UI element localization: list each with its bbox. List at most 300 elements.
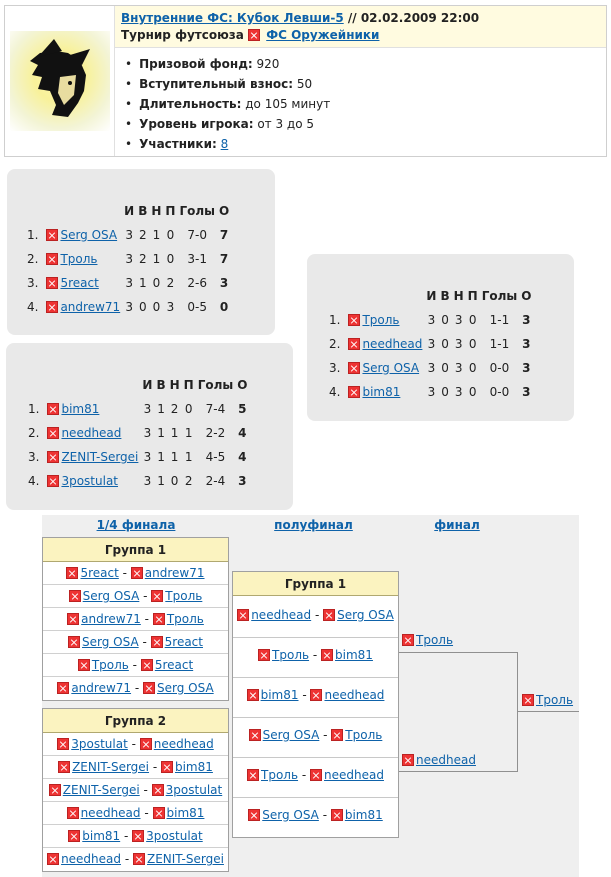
flag-icon <box>522 694 534 706</box>
playoff-bracket <box>42 515 579 877</box>
team-link[interactable]: 5react <box>164 635 203 649</box>
standings-row <box>25 271 231 295</box>
flag-icon <box>46 301 58 313</box>
team-link[interactable]: Serg OSA <box>337 608 394 622</box>
match-row: andrew71 - Троль <box>43 608 228 631</box>
team-link[interactable]: needhead <box>153 737 214 751</box>
position: 4. <box>28 474 40 488</box>
flag-icon <box>248 809 260 821</box>
draws: 1 <box>170 426 179 440</box>
column-header: Голы <box>179 204 215 218</box>
team-cell <box>44 271 122 295</box>
standings-header-row <box>327 284 533 308</box>
column-header: Н <box>151 204 162 218</box>
points: 4 <box>238 426 247 440</box>
match-divider <box>233 637 398 638</box>
flag-icon <box>46 253 58 265</box>
flag-icon <box>143 682 155 694</box>
team-link[interactable]: andrew71 <box>60 300 121 314</box>
position: 4. <box>329 385 341 399</box>
team-link[interactable]: needhead <box>80 806 141 820</box>
wins: 2 <box>138 228 147 242</box>
match-divider <box>233 717 398 718</box>
points: 0 <box>219 300 229 314</box>
draws: 1 <box>170 450 179 464</box>
games: 3 <box>125 300 134 314</box>
points: 3 <box>219 276 229 290</box>
points: 3 <box>238 474 247 488</box>
flag-icon <box>151 590 163 602</box>
team-link[interactable]: Троль <box>165 589 203 603</box>
flag-icon <box>152 784 164 796</box>
title-line <box>115 6 606 48</box>
games: 3 <box>427 313 436 327</box>
column-header: П <box>165 204 176 218</box>
team-link[interactable]: bim81 <box>335 648 373 662</box>
team-link[interactable]: 3postulat <box>71 737 128 751</box>
team-link[interactable]: Троль <box>345 728 383 742</box>
flag-icon <box>78 659 90 671</box>
draws: 0 <box>152 300 161 314</box>
tournament-details <box>115 48 606 154</box>
team-link[interactable]: Serg OSA <box>157 681 214 695</box>
team-cell <box>346 332 424 356</box>
flag-icon <box>66 567 78 579</box>
position: 1. <box>27 228 39 242</box>
flag-icon <box>151 636 163 648</box>
team-link[interactable]: Serg OSA <box>262 808 319 822</box>
team-link[interactable]: needhead <box>416 753 476 767</box>
flag-icon <box>140 738 152 750</box>
team-link[interactable]: 5react <box>60 276 99 290</box>
column-header: Н <box>453 289 464 303</box>
column-header: Голы <box>481 289 518 303</box>
wins: 1 <box>157 426 165 440</box>
bracket-line <box>399 771 518 772</box>
semifinal-match: needhead - Serg OSA <box>233 608 398 622</box>
team-link[interactable]: 5react <box>154 658 194 672</box>
column-header: В <box>138 204 148 218</box>
match-row: bim81 - 3postulat <box>43 825 228 848</box>
flag-icon <box>49 784 61 796</box>
points: 3 <box>522 313 531 327</box>
team-link[interactable]: Троль <box>166 612 204 626</box>
semifinal-match: bim81 - needhead <box>233 688 398 702</box>
detail-duration: • Длительность: до 105 минут <box>125 94 606 114</box>
flag-icon <box>133 853 145 865</box>
wins: 0 <box>441 337 449 351</box>
semifinal-match: Троль - needhead <box>233 768 398 782</box>
goals: 7-0 <box>187 228 208 242</box>
flag-icon <box>46 229 58 241</box>
team-link[interactable]: bim81 <box>82 829 121 843</box>
match-row: ZENIT-Sergei - bim81 <box>43 756 228 779</box>
draws: 3 <box>454 385 463 399</box>
games: 3 <box>427 361 436 375</box>
semifinal-group-title: Группа 1 <box>233 572 398 596</box>
column-header: В <box>440 289 450 303</box>
flag-icon <box>68 636 80 648</box>
games: 3 <box>143 426 152 440</box>
points: 3 <box>522 385 531 399</box>
standings-row <box>26 445 249 469</box>
tournament-datetime: // 02.02.2009 22:00 <box>343 11 480 25</box>
tournament-title-link[interactable]: Внутренние ФС: Кубок Левши-5 <box>121 11 344 25</box>
flag-icon <box>46 277 58 289</box>
points: 7 <box>219 252 229 266</box>
match-row: 3postulat - needhead <box>43 733 228 756</box>
detail-prize: • Призовой фонд: 920 <box>125 54 606 74</box>
standings-row <box>25 223 231 247</box>
team-cell <box>44 223 122 247</box>
team-link[interactable]: Троль <box>91 658 129 672</box>
bracket-line <box>399 652 518 653</box>
team-link[interactable]: andrew71 <box>81 612 141 626</box>
team-link[interactable]: Serg OSA <box>362 361 420 375</box>
games: 3 <box>125 228 134 242</box>
draws: 1 <box>152 252 161 266</box>
column-header: О <box>219 204 230 218</box>
draws: 0 <box>170 474 179 488</box>
flag-icon <box>47 403 59 415</box>
wins: 0 <box>441 313 449 327</box>
games: 3 <box>125 252 134 266</box>
flag-icon <box>47 427 59 439</box>
team-link[interactable]: needhead <box>61 426 122 440</box>
points: 3 <box>522 361 531 375</box>
standings-table <box>327 284 533 404</box>
standings-row <box>327 308 533 332</box>
column-header: О <box>521 289 532 303</box>
detail-level: • Уровень игрока: от 3 до 5 <box>125 114 606 134</box>
wins: 0 <box>138 300 147 314</box>
tournament-header <box>4 5 607 157</box>
team-link[interactable]: Троль <box>416 633 454 647</box>
column-header: О <box>237 378 248 392</box>
semifinal-match: Троль - bim81 <box>233 648 398 662</box>
column-header-empty <box>26 373 45 397</box>
column-header: В <box>156 378 166 392</box>
flag-icon <box>348 362 360 374</box>
match-row: ZENIT-Sergei - 3postulat <box>43 779 228 802</box>
flag-icon <box>141 659 153 671</box>
wins: 1 <box>138 276 147 290</box>
draws: 3 <box>454 313 463 327</box>
column-header-empty <box>44 199 122 223</box>
flag-icon <box>321 649 333 661</box>
team-cell <box>45 397 140 421</box>
standings-table <box>25 199 231 319</box>
draws: 0 <box>152 276 161 290</box>
losses: 3 <box>166 300 175 314</box>
flag-icon <box>69 590 81 602</box>
draws: 3 <box>454 337 463 351</box>
column-header-empty <box>346 284 424 308</box>
column-header: И <box>426 289 437 303</box>
team-link[interactable]: needhead <box>61 852 122 866</box>
match-row: needhead - bim81 <box>43 802 228 825</box>
points: 4 <box>238 450 247 464</box>
column-header: И <box>142 378 153 392</box>
column-header: Н <box>169 378 180 392</box>
team-link[interactable]: needhead <box>324 768 384 782</box>
team-link[interactable]: Троль <box>362 313 400 327</box>
flag-icon <box>402 754 414 766</box>
warrior-head-icon <box>10 31 110 131</box>
team-link[interactable]: needhead <box>324 688 385 702</box>
flag-icon <box>402 634 414 646</box>
tournament-logo <box>10 31 110 131</box>
match-divider <box>233 757 398 758</box>
standings-row <box>327 356 533 380</box>
flag-icon <box>258 649 270 661</box>
team-link[interactable]: Троль <box>536 693 574 707</box>
standings-header-row <box>26 373 249 397</box>
tournament-info <box>115 6 606 156</box>
wins: 0 <box>441 361 449 375</box>
quarter-group-1 <box>42 537 229 701</box>
flag-icon <box>249 729 261 741</box>
team-link[interactable]: Serg OSA <box>82 589 140 603</box>
column-header-empty <box>327 284 346 308</box>
team-link[interactable]: Serg OSA <box>82 635 139 649</box>
flag-icon <box>47 475 59 487</box>
team-link[interactable]: ZENIT-Sergei <box>62 783 140 797</box>
team-link[interactable]: 3postulat <box>61 474 119 488</box>
flag-icon <box>57 738 69 750</box>
goals: 0-5 <box>187 300 208 314</box>
group-table-3 <box>6 343 293 510</box>
team-cell <box>44 295 122 319</box>
team-cell <box>45 469 140 493</box>
flag-icon <box>47 853 59 865</box>
goals: 2-2 <box>205 426 226 440</box>
losses: 2 <box>184 474 193 488</box>
goals: 7-4 <box>205 402 226 416</box>
semifinal-group <box>232 571 399 838</box>
detail-fee: • Вступительный взнос: 50 <box>125 74 606 94</box>
standings-row <box>327 380 533 404</box>
team-cell <box>45 421 140 445</box>
flag-icon <box>67 613 79 625</box>
final-team-bottom <box>402 753 476 767</box>
team-link[interactable]: bim81 <box>174 760 213 774</box>
flag-icon <box>310 689 322 701</box>
match-row: Троль - 5react <box>43 654 228 677</box>
group-table-1 <box>7 169 275 335</box>
detail-participants: • Участники: 8 <box>125 134 606 154</box>
group-1-title: Группа 1 <box>43 538 228 562</box>
goals: 2-4 <box>205 474 226 488</box>
flag-icon <box>348 314 360 326</box>
team-cell <box>346 356 424 380</box>
position: 3. <box>28 450 40 464</box>
team-link[interactable]: Serg OSA <box>262 728 320 742</box>
column-quarterfinal[interactable]: 1/4 финала <box>96 518 176 532</box>
flag-icon <box>348 386 360 398</box>
goals: 0-0 <box>489 361 510 375</box>
quarter-group-2 <box>42 708 229 872</box>
team-link[interactable]: 3postulat <box>146 829 203 843</box>
goals: 1-1 <box>489 337 510 351</box>
games: 3 <box>143 450 152 464</box>
position: 1. <box>329 313 341 327</box>
points: 7 <box>219 228 229 242</box>
team-link[interactable]: Троль <box>272 648 310 662</box>
flag-icon <box>153 613 165 625</box>
points: 3 <box>522 337 531 351</box>
team-link[interactable]: needhead <box>362 337 423 351</box>
position: 2. <box>27 252 39 266</box>
wins: 2 <box>138 252 147 266</box>
position: 3. <box>329 361 341 375</box>
draws: 3 <box>454 361 463 375</box>
flag-icon <box>247 689 259 701</box>
flag-icon <box>248 29 260 41</box>
team-cell <box>45 445 140 469</box>
team-link[interactable]: bim81 <box>61 402 100 416</box>
goals: 4-5 <box>205 450 226 464</box>
standings-row <box>25 295 231 319</box>
column-semifinal[interactable]: полуфинал <box>274 518 353 532</box>
team-cell <box>44 247 122 271</box>
games: 3 <box>427 385 436 399</box>
match-row: Serg OSA - Троль <box>43 585 228 608</box>
flag-icon <box>247 769 259 781</box>
final-team-top <box>402 633 453 647</box>
standings-row <box>25 247 231 271</box>
losses: 0 <box>468 361 477 375</box>
position: 2. <box>28 426 40 440</box>
flag-icon <box>67 807 79 819</box>
flag-icon <box>58 761 70 773</box>
match-row: needhead - ZENIT-Sergei <box>43 848 228 871</box>
column-header-empty <box>45 373 140 397</box>
column-header: П <box>183 378 194 392</box>
points: 5 <box>238 402 247 416</box>
team-link[interactable]: Троль <box>261 768 299 782</box>
standings-row <box>26 397 249 421</box>
position: 3. <box>27 276 39 290</box>
wins: 0 <box>441 385 449 399</box>
flag-icon <box>237 609 249 621</box>
draws: 2 <box>170 402 179 416</box>
wins: 1 <box>157 450 165 464</box>
tournament-org-prefix: Турнир футсоюза <box>121 28 249 42</box>
column-header: П <box>467 289 478 303</box>
losses: 0 <box>184 402 193 416</box>
losses: 0 <box>468 313 477 327</box>
standings-row <box>26 421 249 445</box>
goals: 1-1 <box>489 313 510 327</box>
flag-icon <box>161 761 173 773</box>
position: 4. <box>27 300 39 314</box>
standings-table <box>26 373 249 493</box>
semifinal-match: Serg OSA - bim81 <box>233 808 398 822</box>
column-final[interactable]: финал <box>434 518 480 532</box>
group-2-title: Группа 2 <box>43 709 228 733</box>
team-link[interactable]: bim81 <box>362 385 401 399</box>
team-link[interactable]: Троль <box>60 252 98 266</box>
wins: 1 <box>157 402 165 416</box>
column-header: Голы <box>197 378 234 392</box>
flag-icon <box>131 567 143 579</box>
match-row: 5react - andrew71 <box>43 562 228 585</box>
losses: 1 <box>184 426 193 440</box>
flag-icon <box>57 682 69 694</box>
games: 3 <box>125 276 134 290</box>
team-cell <box>346 380 424 404</box>
goals: 3-1 <box>187 252 208 266</box>
flag-icon <box>153 807 165 819</box>
losses: 0 <box>166 252 175 266</box>
draws: 1 <box>152 228 161 242</box>
team-link[interactable]: 3postulat <box>165 783 223 797</box>
position: 2. <box>329 337 341 351</box>
column-header-empty <box>25 199 44 223</box>
flag-icon <box>310 769 322 781</box>
flag-icon <box>331 729 343 741</box>
goals: 0-0 <box>489 385 510 399</box>
team-cell <box>346 308 424 332</box>
standings-row <box>26 469 249 493</box>
match-divider <box>233 677 398 678</box>
flag-icon <box>348 338 360 350</box>
position: 1. <box>28 402 40 416</box>
flag-icon <box>47 451 59 463</box>
wins: 1 <box>157 474 165 488</box>
team-link[interactable]: andrew71 <box>144 566 205 580</box>
team-link[interactable]: needhead <box>251 608 312 622</box>
match-divider <box>233 797 398 798</box>
bracket-line <box>517 711 579 712</box>
team-link[interactable]: 5react <box>80 566 119 580</box>
losses: 0 <box>468 385 477 399</box>
team-link[interactable]: Serg OSA <box>60 228 118 242</box>
team-link[interactable]: ZENIT-Sergei <box>72 760 150 774</box>
team-link[interactable]: bim81 <box>166 806 205 820</box>
team-link[interactable]: andrew71 <box>71 681 132 695</box>
semifinal-match: Serg OSA - Троль <box>233 728 398 742</box>
losses: 0 <box>166 228 175 242</box>
flag-icon <box>331 809 343 821</box>
flag-icon <box>323 609 335 621</box>
team-link[interactable]: ZENIT-Sergei <box>146 852 224 866</box>
column-header: И <box>124 204 135 218</box>
games: 3 <box>143 474 152 488</box>
winner-team <box>522 693 573 707</box>
standings-row <box>327 332 533 356</box>
match-row: andrew71 - Serg OSA <box>43 677 228 700</box>
bracket-line <box>517 652 518 772</box>
flag-icon <box>68 830 80 842</box>
flag-icon <box>132 830 144 842</box>
organizer-link[interactable]: ФС Оружейники <box>266 28 380 42</box>
team-link[interactable]: bim81 <box>344 808 383 822</box>
standings-header-row <box>25 199 231 223</box>
games: 3 <box>427 337 436 351</box>
team-link[interactable]: bim81 <box>260 688 299 702</box>
games: 3 <box>143 402 152 416</box>
losses: 0 <box>468 337 477 351</box>
team-link[interactable]: ZENIT-Sergei <box>61 450 139 464</box>
goals: 2-6 <box>187 276 208 290</box>
losses: 1 <box>184 450 193 464</box>
participants-link[interactable]: 8 <box>220 137 229 151</box>
logo-cell <box>5 6 115 156</box>
match-row: Serg OSA - 5react <box>43 631 228 654</box>
group-table-2 <box>307 254 574 421</box>
